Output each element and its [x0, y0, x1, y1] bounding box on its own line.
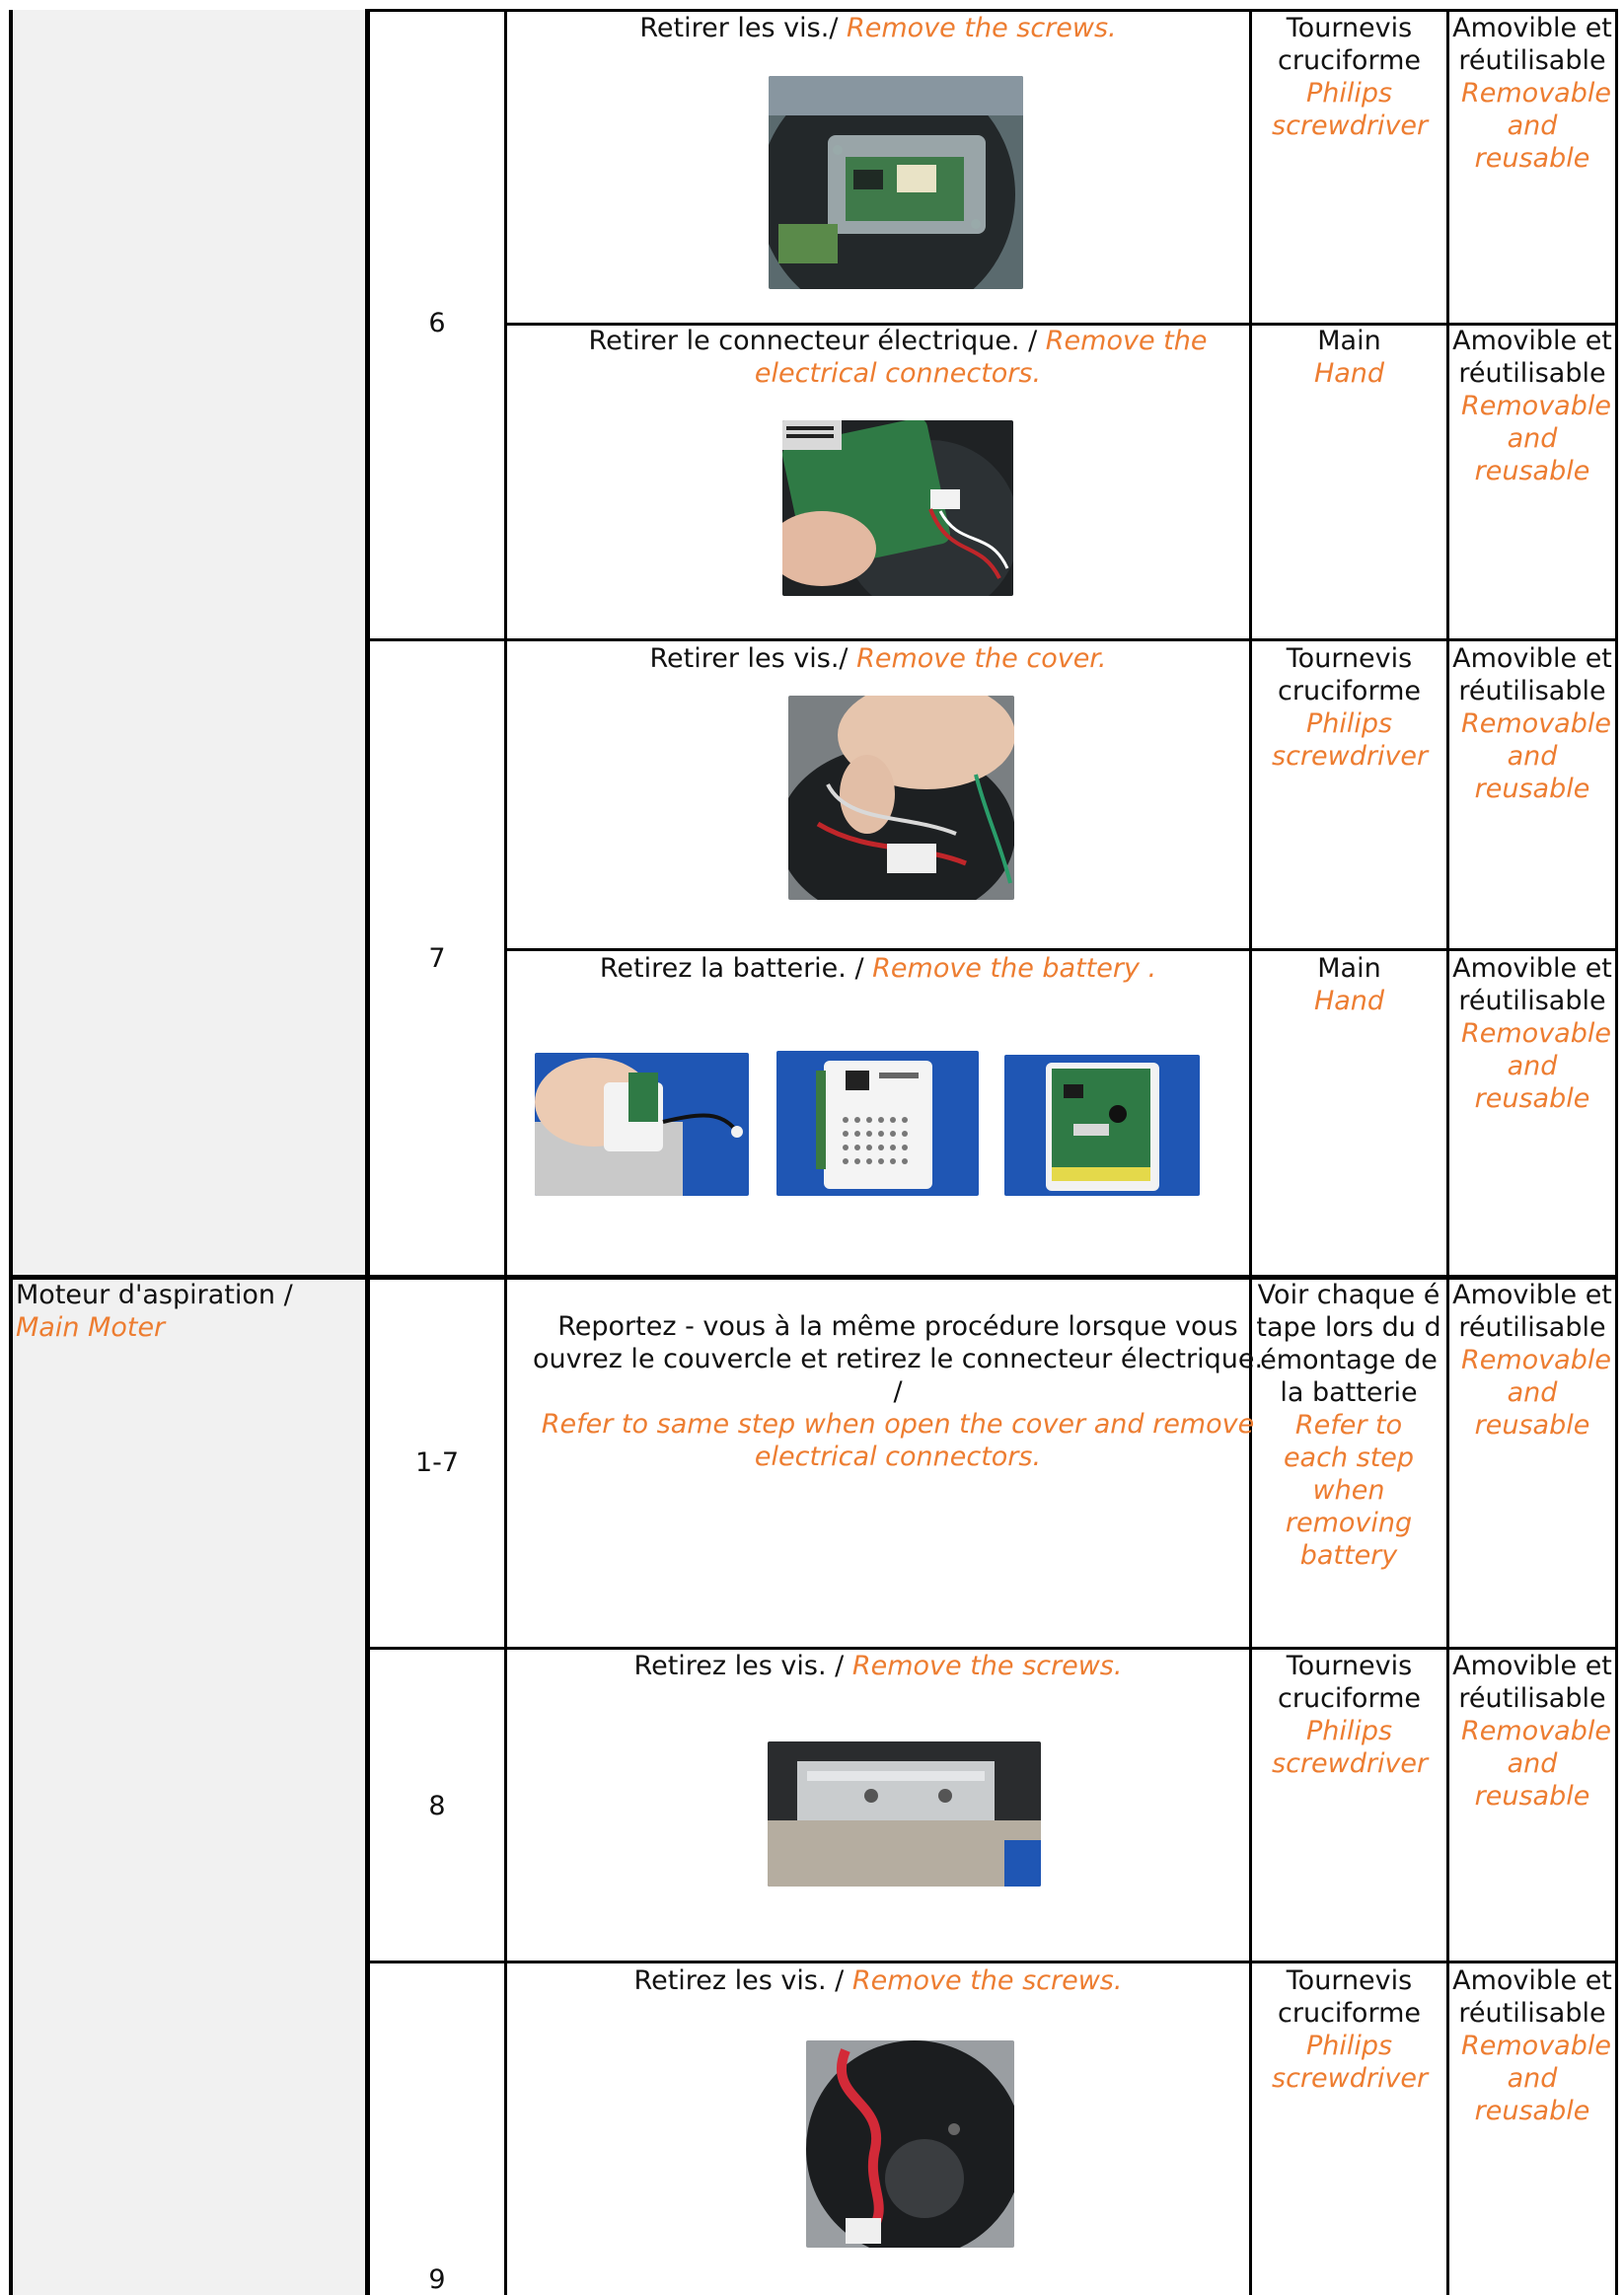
- status-fr: Amovible et réutilisable: [1452, 13, 1612, 76]
- status-fr: Amovible et réutilisable: [1452, 326, 1612, 389]
- step-number: 6: [428, 308, 446, 338]
- tool-en: Hand: [1313, 358, 1385, 389]
- instruction-cell: [509, 1650, 1247, 1682]
- instruction-cell: [509, 325, 1287, 390]
- status-cell: [1451, 952, 1613, 1115]
- table-border-left: [9, 10, 13, 2295]
- instruction-en: Remove the battery .: [872, 953, 1157, 984]
- tool-fr: Tournevis cruciforme: [1278, 1651, 1421, 1714]
- component-label-en: Main Moter: [16, 1312, 166, 1343]
- instruction-fr: Retirer les vis./: [649, 643, 857, 674]
- instruction-cell: [509, 12, 1247, 44]
- instruction-cell: [509, 952, 1247, 985]
- instruction-fr: Retirer les vis./: [639, 13, 847, 43]
- step-number: 8: [428, 1791, 446, 1821]
- status-fr: Amovible et réutilisable: [1452, 953, 1612, 1016]
- table-divider-step: [504, 10, 507, 2295]
- status-fr: Amovible et réutilisable: [1452, 1280, 1612, 1343]
- step-number: 1-7: [414, 1447, 460, 1478]
- table-border-right: [1615, 10, 1618, 2295]
- status-en: Removable and reusable: [1461, 391, 1611, 486]
- status-en: Removable and reusable: [1461, 2031, 1611, 2126]
- tool-cell: [1254, 1650, 1444, 1780]
- instruction-en: Remove the screws.: [847, 13, 1117, 43]
- tool-fr: Main: [1317, 953, 1381, 984]
- tool-en: Philips screwdriver: [1272, 78, 1429, 141]
- status-cell: [1451, 1650, 1613, 1813]
- tool-fr: Tournevis cruciforme: [1278, 13, 1421, 76]
- battery-pack-board-photo: [1004, 1055, 1200, 1196]
- pcb-screws-photo: [769, 76, 1023, 289]
- status-cell: [1451, 1964, 1613, 2127]
- tool-en: Philips screwdriver: [1272, 708, 1429, 772]
- instruction-fr: Retirez les vis. /: [633, 1651, 852, 1681]
- step-number: 9: [428, 2264, 446, 2295]
- status-en: Removable and reusable: [1461, 78, 1611, 174]
- tool-en: Philips screwdriver: [1272, 1716, 1429, 1779]
- status-fr: Amovible et réutilisable: [1452, 643, 1612, 706]
- status-en: Removable and reusable: [1461, 708, 1611, 804]
- component-column: [12, 10, 365, 2295]
- tool-en: Hand: [1313, 986, 1385, 1016]
- tool-cell: [1254, 642, 1444, 773]
- row-divider: [365, 1961, 1618, 1963]
- status-fr: Amovible et réutilisable: [1452, 1965, 1612, 2029]
- motor-wiring-photo: [806, 2040, 1014, 2248]
- status-cell: [1451, 325, 1613, 487]
- instruction-cell: [509, 1964, 1247, 1997]
- battery-pack-front-photo: [776, 1051, 979, 1196]
- status-cell: [1451, 1279, 1613, 1442]
- table-divider-tool: [1446, 10, 1449, 2295]
- tool-cell: [1254, 12, 1444, 142]
- tool-cell: [1254, 952, 1444, 1017]
- tool-fr: Main: [1317, 326, 1381, 356]
- battery-removal-photo: [535, 1053, 749, 1196]
- component-label: [16, 1279, 361, 1344]
- tool-en: Philips screwdriver: [1272, 2031, 1429, 2094]
- instruction-fr: Retirez la batterie. /: [599, 953, 873, 984]
- component-label-fr: Moteur d'aspiration /: [16, 1280, 293, 1310]
- tool-cell: [1254, 325, 1444, 390]
- tool-fr: Tournevis cruciforme: [1278, 1965, 1421, 2029]
- tool-fr: Voir chaque étape lors du démontage de la batterie: [1256, 1280, 1441, 1408]
- step-number: 7: [428, 943, 446, 974]
- instruction-en: Remove the screws.: [851, 1965, 1123, 1996]
- tool-en: Refer to each step when removing battery: [1283, 1410, 1415, 1571]
- instruction-fr: Reportez - vous à la même procédure lorsque vous ouvrez le couvercle et retirez le connecteur électrique. /: [532, 1311, 1264, 1407]
- status-cell: [1451, 642, 1613, 805]
- instruction-en: Remove the cover.: [856, 643, 1107, 674]
- status-en: Removable and reusable: [1461, 1716, 1611, 1812]
- instruction-cell: [509, 642, 1247, 675]
- instruction-en: Remove the electrical connectors.: [754, 326, 1208, 389]
- instruction-en: Remove the screws.: [851, 1651, 1123, 1681]
- tool-cell: [1253, 1279, 1444, 1572]
- row-divider: [365, 638, 1618, 641]
- instruction-en: Refer to same step when open the cover and remove electrical connectors.: [541, 1409, 1255, 1472]
- row-divider: [504, 948, 1618, 951]
- status-cell: [1451, 12, 1613, 175]
- status-en: Removable and reusable: [1461, 1018, 1611, 1114]
- electrical-connector-photo: [782, 420, 1013, 596]
- instruction-fr: Retirer le connecteur électrique. /: [588, 326, 1046, 356]
- status-en: Removable and reusable: [1461, 1345, 1611, 1441]
- cover-screws-photo: [788, 696, 1014, 900]
- instruction-cell: [509, 1310, 1287, 1473]
- table-divider-component: [365, 10, 370, 2295]
- tool-fr: Tournevis cruciforme: [1278, 643, 1421, 706]
- status-fr: Amovible et réutilisable: [1452, 1651, 1612, 1714]
- tool-cell: [1254, 1964, 1444, 2095]
- instruction-fr: Retirez les vis. /: [633, 1965, 852, 1996]
- motor-screws-photo: [768, 1741, 1041, 1887]
